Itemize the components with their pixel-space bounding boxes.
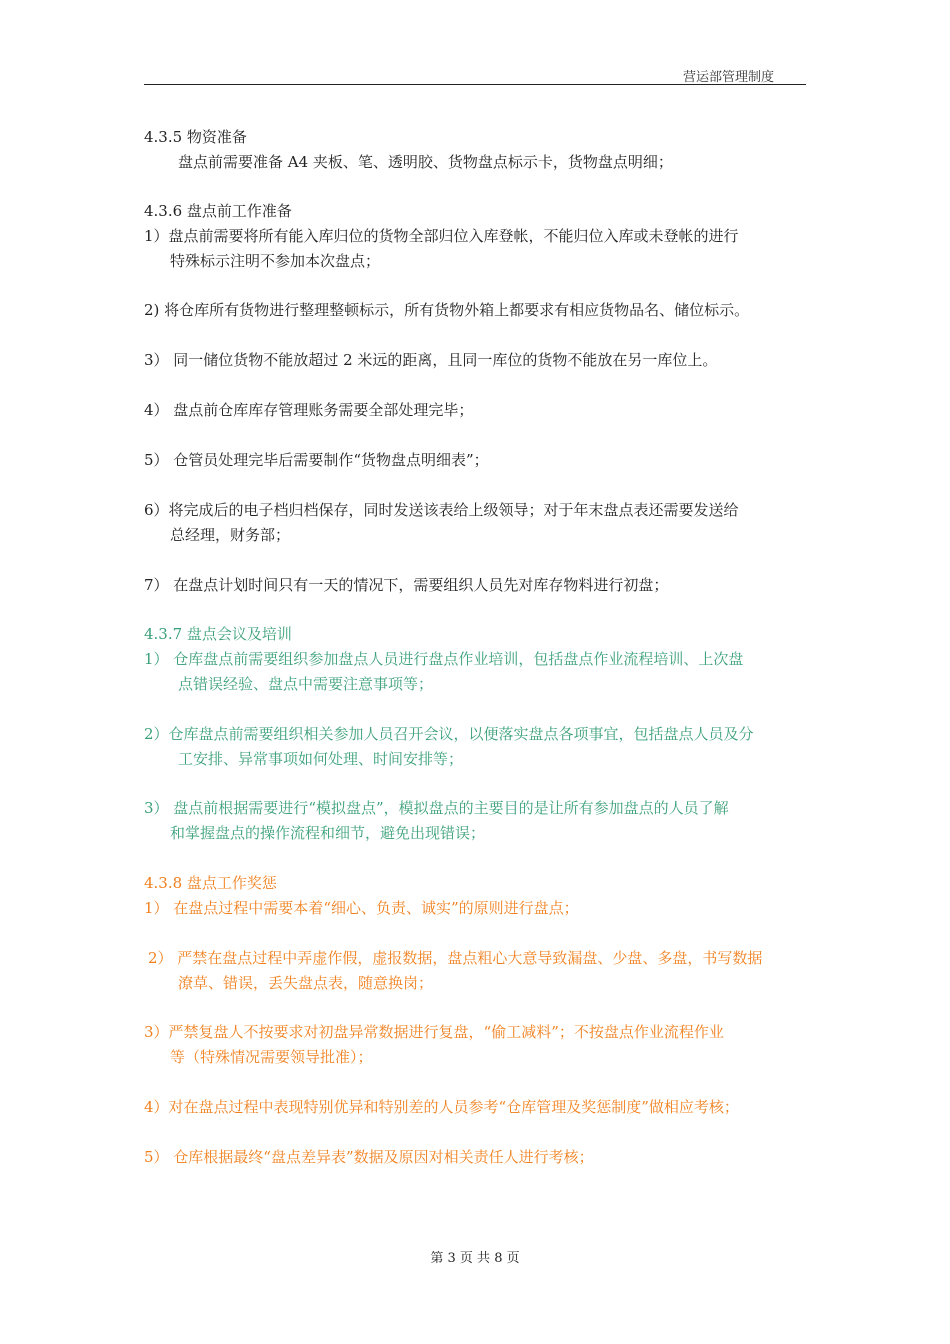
section-heading-436: 4.3.6 盘点前工作准备	[144, 202, 292, 220]
list-item-436-6: 6）将完成后的电子档归档保存，同时发送该表给上级领导；对于年末盘点表还需要发送给	[144, 501, 739, 519]
header-title: 营运部管理制度	[683, 70, 775, 85]
list-item-438-2: 2） 严禁在盘点过程中弄虚作假，虚报数据，盘点粗心大意导致漏盘、少盘、多盘，书写数据	[148, 949, 763, 967]
list-item-438-3-cont: 等（特殊情况需要领导批准）；	[170, 1048, 373, 1066]
section-heading-438: 4.3.8 盘点工作奖惩	[144, 874, 277, 892]
list-item-436-3: 3） 同一储位货物不能放超过 2 米远的距离，且同一库位的货物不能放在另一库位上。	[144, 351, 718, 369]
section-heading-435: 4.3.5 物资准备	[144, 128, 247, 146]
list-item-436-6-cont: 总经理，财务部；	[170, 526, 291, 544]
list-item-437-1: 1） 仓库盘点前需要组织参加盘点人员进行盘点作业培训，包括盘点作业流程培训、上次盘	[144, 650, 744, 668]
list-item-438-2-cont: 潦草、错误，丢失盘点表，随意换岗；	[178, 974, 434, 992]
section-heading-437: 4.3.7 盘点会议及培训	[144, 625, 292, 643]
header-divider	[144, 84, 806, 85]
list-item-437-3: 3） 盘点前根据需要进行“模拟盘点”，模拟盘点的主要目的是让所有参加盘点的人员了解	[144, 799, 729, 817]
section-435-body: 盘点前需要准备 A4 夹板、笔、透明胶、货物盘点标示卡，货物盘点明细；	[178, 153, 673, 171]
list-item-438-4: 4）对在盘点过程中表现特别优异和特别差的人员参考“仓库管理及奖惩制度”做相应考核；	[144, 1098, 739, 1116]
list-item-436-7: 7） 在盘点计划时间只有一天的情况下，需要组织人员先对库存物料进行初盘；	[144, 576, 669, 594]
page-number: 第 3 页 共 8 页	[430, 1251, 520, 1266]
list-item-437-1-cont: 点错误经验、盘点中需要注意事项等；	[178, 675, 434, 693]
list-item-436-2: 2) 将仓库所有货物进行整理整顿标示，所有货物外箱上都要求有相应货物品名、储位标示。	[144, 301, 750, 319]
list-item-437-2: 2）仓库盘点前需要组织相关参加人员召开会议，以便落实盘点各项事宜，包括盘点人员及分	[144, 725, 754, 743]
list-item-436-1-cont: 特殊标示注明不参加本次盘点；	[170, 252, 381, 270]
list-item-437-3-cont: 和掌握盘点的操作流程和细节，避免出现错误；	[170, 824, 486, 842]
list-item-436-1: 1）盘点前需要将所有能入库归位的货物全部归位入库登帐，不能归位入库或未登帐的进行	[144, 227, 739, 245]
list-item-436-4: 4） 盘点前仓库库存管理账务需要全部处理完毕；	[144, 401, 474, 419]
list-item-437-2-cont: 工安排、异常事项如何处理、时间安排等；	[178, 750, 464, 768]
list-item-438-3: 3）严禁复盘人不按要求对初盘异常数据进行复盘，“偷工减料”；不按盘点作业流程作业	[144, 1023, 724, 1041]
list-item-438-1: 1） 在盘点过程中需要本着“细心、负责、诚实”的原则进行盘点；	[144, 899, 579, 917]
list-item-436-5: 5） 仓管员处理完毕后需要制作“货物盘点明细表”；	[144, 451, 489, 469]
list-item-438-5: 5） 仓库根据最终“盘点差异表”数据及原因对相关责任人进行考核；	[144, 1148, 594, 1166]
